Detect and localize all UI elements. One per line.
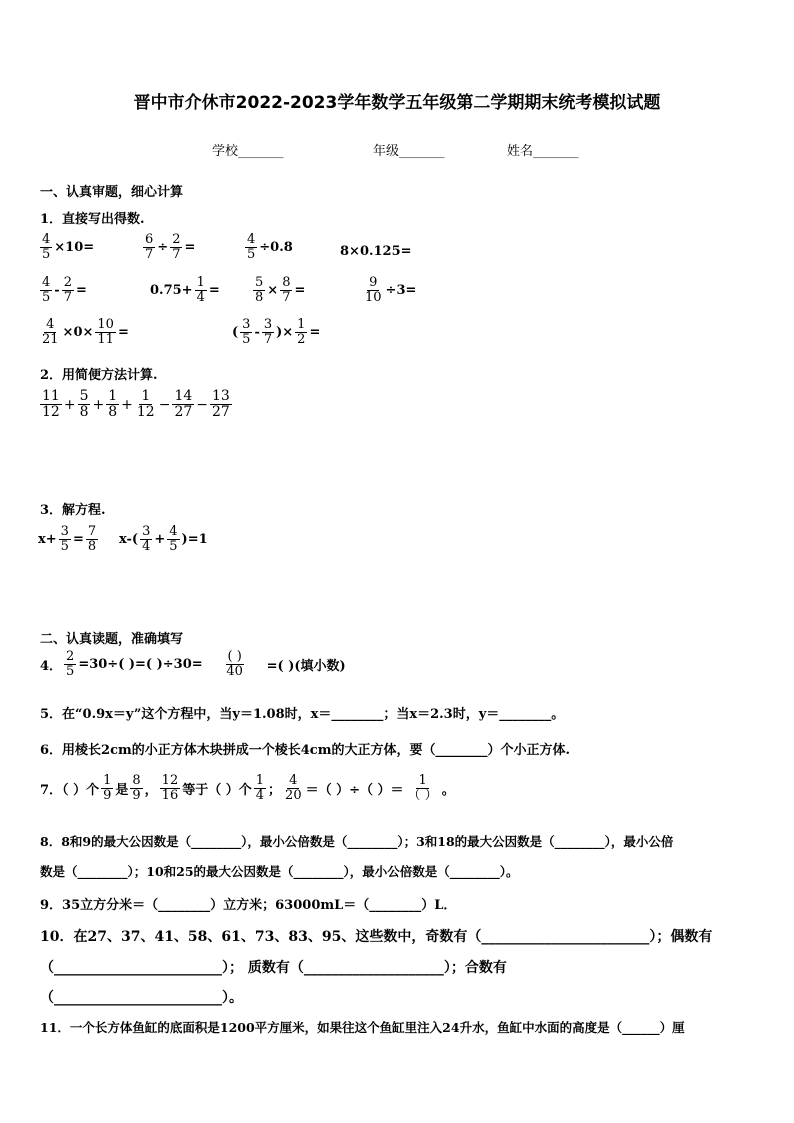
q1-r1-b: $\frac{6}{7}$ ÷ $\frac{2}{7}$ = <box>145 232 196 263</box>
school-field: 学校_______ <box>212 144 284 159</box>
q9: 9．35立方分米＝（________）立方米；63000mL＝（________）L． <box>40 898 457 913</box>
q1-r1-c: $\frac{4}{5}$ ÷0.8 <box>247 232 293 263</box>
q1-r2-a: $\frac{4}{5}$ - $\frac{2}{7}$ = <box>42 275 87 306</box>
section2-heading: 二、认真读题，准确填写 <box>40 632 184 647</box>
q10-line-2: （________________________）； 质数有（____________________）；合数有 <box>40 960 507 976</box>
q3-label: 3．解方程. <box>40 503 106 518</box>
q4: 4． $\frac{2}{5}$ =30÷( )=( )÷30= $\frac{( )}{40}$ =( )(填小数) <box>40 649 346 680</box>
q8-line-1: 8．8和9的最大公因数是（________），最小公倍数是（________）；3和18的最大公因数是（________），最小公倍 <box>40 834 674 849</box>
q6: 6．用棱长2cm的小正方体木块拼成一个棱长4cm的大正方体，要（________）个小正方体. <box>40 743 571 758</box>
q10-line-1: 10．在27、37、41、58、61、73、83、95、这些数中，奇数有（________________________）；偶数有 <box>40 929 713 945</box>
name-field: 姓名_______ <box>507 144 579 159</box>
grade-field: 年级_______ <box>373 144 445 159</box>
q5: 5．在“0.9x＝y”这个方程中，当y＝1.08时，x＝________；当x＝2.3时，y＝________。 <box>40 707 565 722</box>
q1-r1-a: $\frac{4}{5}$ ×10= <box>42 232 95 263</box>
q1-r2-b: 0.75+ $\frac{1}{4}$ = <box>150 275 220 306</box>
section1-heading: 一、认真审题，细心计算 <box>40 185 184 200</box>
q3-equation-1: x+ $\frac{3}{5}$ = $\frac{7}{8}$ <box>38 524 97 555</box>
q7: 7．（ ）个 $\frac{1}{9}$ 是 $\frac{8}{9}$ ， $\frac{12}{16}$ 等于（ ）个 $\frac{1}{4}$ ； $\frac{4}{20}$ ＝（ ）÷（ ）＝ $\frac{1}{( )}$ 。 <box>40 773 455 804</box>
q11: 11．一个长方体鱼缸的底面积是1200平方厘米，如果往这个鱼缸里注入24升水，鱼缸中水面的高度是（______）厘 <box>40 1020 685 1035</box>
q1-r3-a: $\frac{4}{21}$ ×0× $\frac{10}{11}$ = <box>42 317 129 348</box>
page-title: 晋中市介休市2022-2023学年数学五年级第二学期期末统考模拟试题 <box>133 93 661 113</box>
q2-label: 2．用简便方法计算. <box>40 368 158 383</box>
q1-r2-d: $\frac{9}{10}$ ÷3= <box>365 275 417 306</box>
q1-label: 1．直接写出得数. <box>40 212 145 227</box>
q1-r1-d: 8×0.125= <box>340 244 412 259</box>
q2-expression: $\frac{11}{12}$ + $\frac{5}{8}$ + $\frac{1}{8}$ + $\frac{1}{12}$ − $\frac{14}{27}$ − $\frac{13}{27}$ <box>42 388 230 421</box>
q1-r2-c: $\frac{5}{8}$ × $\frac{8}{7}$ = <box>255 275 306 306</box>
q10-line-3: （________________________）。 <box>40 990 243 1006</box>
q8-line-2: 数是（________）；10和25的最大公因数是（________），最小公倍数是（________）。 <box>40 864 519 879</box>
q1-r3-b: ( $\frac{3}{5}$ - $\frac{3}{7}$ )× $\frac{1}{2}$ = <box>232 317 321 348</box>
q3-equation-2: x-( $\frac{3}{4}$ + $\frac{4}{5}$ )=1 <box>119 524 208 555</box>
